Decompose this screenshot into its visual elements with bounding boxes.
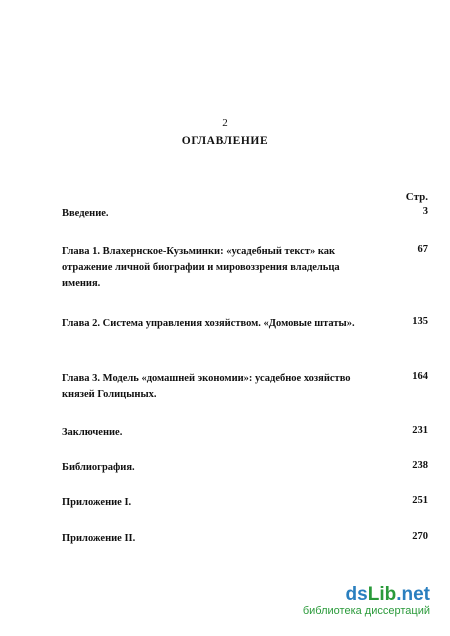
- page-number: 2: [222, 117, 228, 129]
- toc-entry-page: 164: [412, 371, 428, 382]
- toc-entry-text: Глава 3. Модель «домашней экономии»: усадебное хозяйство князей Голицыных.: [62, 373, 351, 400]
- toc-entry-page: 270: [412, 531, 428, 542]
- logo-ds: ds: [345, 584, 368, 605]
- dslib-watermark: [303, 585, 430, 618]
- watermark-logo: [303, 585, 430, 605]
- toc-entry-text: Глава 1. Влахернское-Кузьминки: «усадебный текст» как отражение личной биографии и мировоззрения владельца имения.: [62, 246, 340, 289]
- toc-entry-text: Приложение II.: [62, 533, 136, 544]
- toc-entry-text: Библиография.: [62, 462, 135, 473]
- toc-entry-page: 67: [417, 244, 428, 255]
- toc-entry-text: Глава 2. Система управления хозяйством. «Домовые штаты».: [62, 318, 355, 329]
- toc-entry-page: 3: [422, 206, 428, 217]
- logo-lib: Lib: [367, 584, 397, 605]
- toc-entry-page: 231: [412, 425, 428, 436]
- toc-entry-page: 238: [412, 460, 428, 471]
- toc-entry-text: Заключение.: [62, 427, 123, 438]
- toc-title: ОГЛАВЛЕНИЕ: [181, 135, 269, 147]
- logo-net: .net: [396, 584, 430, 605]
- toc-entry-text: Введение.: [62, 208, 109, 219]
- page-column-header: Стр.: [405, 191, 428, 203]
- toc-entry-page: 135: [412, 316, 428, 327]
- watermark-subtitle: библиотека диссертаций: [302, 605, 430, 617]
- toc-entry-text: Приложение I.: [62, 497, 132, 508]
- toc-entry-page: 251: [412, 495, 428, 506]
